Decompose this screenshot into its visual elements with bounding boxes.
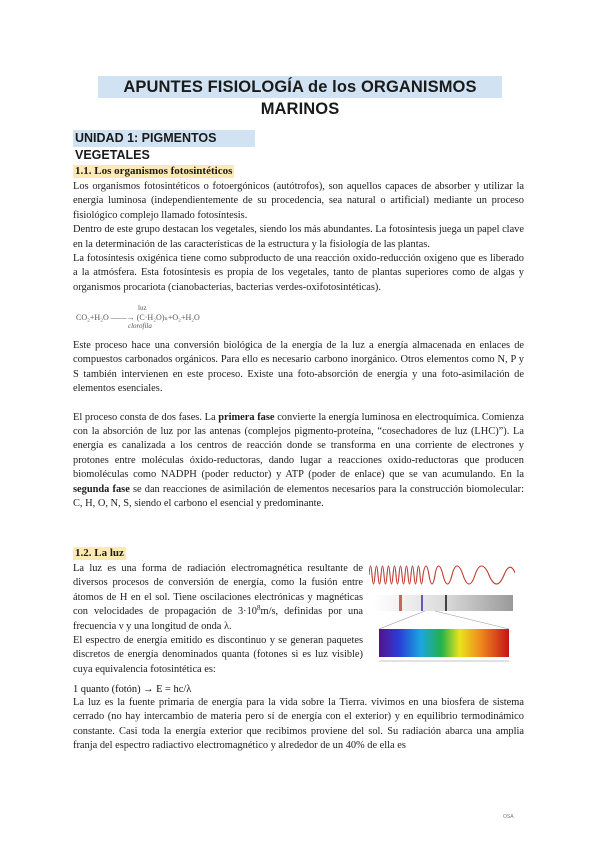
wave-curve — [369, 566, 515, 584]
spectrum-band — [373, 595, 513, 611]
paragraph: Los organismos fotosintéticos o fotoergónicos (autótrofos), son aquellos capaces de absorber y utilizar la energía luminosa (independientemente de su procedencia, sea natural o artificial) mediante un proceso fisiológico complejo llamado fotosíntesis. — [73, 181, 524, 221]
equation-main: CO₂+H₂O ——→ (C·H₂O)ₙ+O₂+H₂O — [76, 313, 200, 322]
section-1-2-body-continued — [73, 696, 524, 754]
paragraph: La fotosíntesis oxigénica tiene como subproducto de una reacción oxido-reducción oxigeno que es liberado a la atmósfera. Esta fotosíntesis es propia de los vegetales, tanto de plantas superiores como de algas y organismos procariota (cianobacterias, bacterias verdes-oxifotosintéticas). — [73, 253, 524, 293]
equation-bottom-label: clorofila — [128, 322, 152, 330]
zoom-line-right — [435, 611, 509, 629]
document-title: APUNTES FISIOLOGÍA de los ORGANISMOS MARINOS — [98, 76, 502, 98]
paragraph: Dentro de este grupo destacan los vegetales, siendo los más abundantes. La fotosíntesis juega un papel clave en la determinación de las características de la estructura y la fisiología de las plantas. — [73, 224, 524, 250]
bold-term: segunda fase — [73, 483, 130, 495]
electromagnetic-spectrum-figure — [369, 561, 515, 671]
section-1-2-body — [73, 562, 363, 677]
section-heading-1-2: 1.2. La luz — [75, 547, 124, 559]
unit-heading: UNIDAD 1: PIGMENTOS VEGETALES — [73, 130, 255, 147]
section-heading-1-1: 1.1. Los organismos fotosintéticos — [75, 165, 233, 177]
paragraph: Este proceso hace una conversión biológica de la energía de la luz a energía almacenada en enlaces de compuestos carbonados orgánicos. Para ello es necesario carbono inorgánico. Otros elementos como N, P y S también intervienen en este proceso. Existe una foto-absorción de energía y una foto-asimilación de elementos esenciales. — [73, 340, 524, 395]
paragraph: La luz es una forma de radiación electromagnética resultante de diversos procesos de conversión de energía, como la fusión entre átomos de H en el sol. Tiene oscilaciones electrónicas y magnéticas con velocidades de propagación de $3\cdot 10^8m/s$, definidas por una frecuencia ν y una longitud de onda λ. — [73, 563, 364, 632]
bold-term: primera fase — [218, 411, 275, 423]
visible-spectrum — [379, 629, 509, 657]
equation-top-label: luz — [138, 304, 147, 312]
spectrum-marker — [421, 595, 423, 611]
photosynthesis-equation — [76, 304, 236, 334]
paragraph: El proceso consta de dos fases. La primera fase convierte la energía luminosa en electroquímica. Comienza con la absorción de luz por las antenas (complejos pigmento-proteína, “cosechadores de luz (LHC)”). La energía es canalizada a los centros de reacción donde se transforma en una corriente de electrones y protones entre moléculas óxido-reductoras, dando lugar a reacciones oxido-reductoras que producen biomoléculas como NADPH (poder reductor) y ATP (poder de enlace) que se van acumulando. En la segunda fase se dan reacciones de asimilación de elementos necesarios para la construcción biomolecular: C, H, O, N, S, siendo el carbono el esencial y predominante. — [73, 411, 524, 510]
section-1-1-body-continued — [73, 339, 524, 511]
section-1-1-body — [73, 180, 524, 295]
paragraph: El espectro de energía emitido es discontinuo y se generan paquetes discretos de energía denominados quanta (fotones si es luz visible) cuya equivalencia fotosintética es: — [73, 635, 363, 675]
zoom-line-left — [379, 611, 425, 629]
page-footer-mark: OSA — [503, 814, 514, 820]
paragraph: La luz es la fuente primaria de energía para la vida sobre la Tierra. vivimos en una biosfera de sistema cerrado (no hay intercambio de materia pero sí de energía con el exterior) y en equilibrio termodinámico constante. Casi toda la energía exterior que recibimos proviene del sol. Su radiación abarca una amplia franja del espectro radiactivo electromagnético y alrededor de un 40% de ella es — [73, 697, 524, 752]
spectrum-marker — [399, 595, 402, 611]
spectrum-marker — [445, 595, 447, 611]
photon-energy-formula: 1 quanto (fotón) → E = hc/λ — [73, 684, 192, 695]
